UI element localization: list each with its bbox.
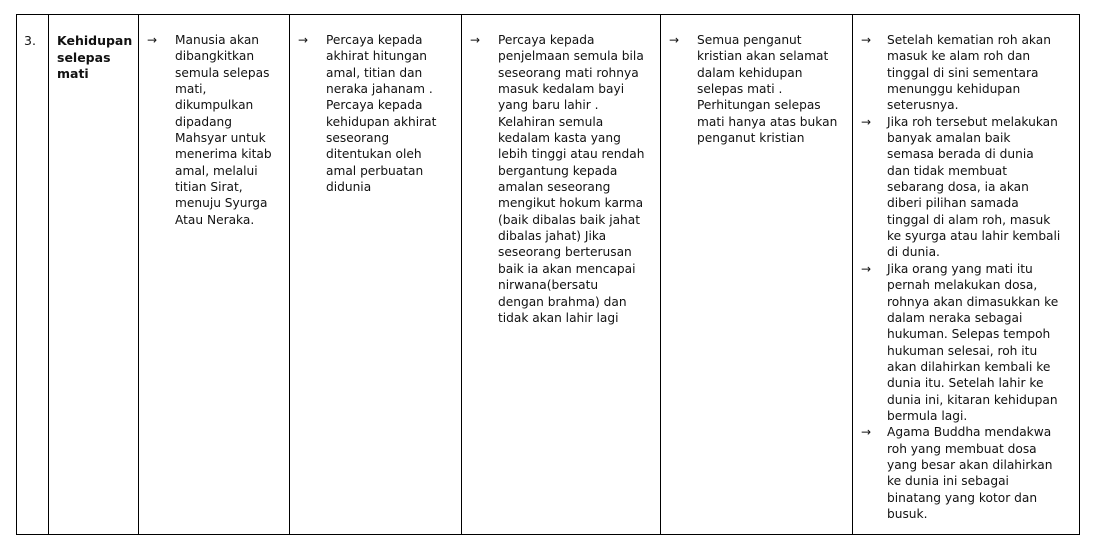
column-cell-1 [139, 15, 290, 535]
item-text: Semua penganut kristian akan selamat dalam kehidupan selepas mati . Perhitungan selepas mati hanya atas bukan penganut kristian [697, 33, 838, 146]
list-item [861, 424, 1075, 522]
arrow-icon: → [861, 261, 872, 276]
list-item [298, 32, 457, 195]
item-text: Manusia akan dibangkitkan semula selepas mati, dikumpulkan dipadang Mahsyar untuk menerima kitab amal, melalui titian Sirat, menuju Syurga Atau Neraka. [175, 33, 272, 227]
column-cell-3 [462, 15, 661, 535]
list-item [861, 32, 1075, 114]
list-item [669, 32, 848, 146]
arrow-icon: → [470, 33, 481, 47]
arrow-icon: → [861, 425, 872, 440]
column-cell-2 [290, 15, 462, 535]
list-item [861, 261, 1075, 424]
item-text: Agama Buddha mendakwa roh yang membuat dosa yang besar akan dilahirkan ke dunia ini sebagai binatang yang kotor dan busuk. [887, 425, 1053, 521]
arrow-icon: → [861, 33, 872, 47]
column-cell-5 [853, 15, 1080, 535]
arrow-icon: → [861, 114, 872, 129]
column-cell-4 [661, 15, 853, 535]
list-item [470, 32, 656, 326]
item-text: Percaya kepada akhirat hitungan amal, titian dan neraka jahanam . Percaya kepada kehidupan akhirat seseorang ditentukan oleh amal perbuatan didunia [326, 33, 437, 195]
item-text: Setelah kematian roh akan masuk ke alam roh dan tinggal di sini sementara menunggu kehidupan seterusnya. [887, 33, 1051, 113]
list-item [861, 114, 1075, 261]
topic-cell: Kehidupan selepas mati [49, 15, 139, 535]
item-text: Percaya kepada penjelmaan semula bila seseorang mati rohnya masuk kedalam bayi yang baru lahir . Kelahiran semula kedalam kasta yang lebih tinggi atau rendah bergantung kepada amalan seseorang mengikut hokum karma (baik dibalas baik jahat dibalas jahat) Jika seseorang berterusan baik ia akan mencapai nirwana(bersatu dengan brahma) dan tidak akan lahir lagi [498, 33, 645, 325]
arrow-icon: → [147, 33, 158, 47]
item-text: Jika roh tersebut melakukan banyak amalan baik semasa berada di dunia dan tidak membuat sebarang dosa, ia akan diberi pilihan samada tinggal di alam roh, masuk ke syurga atau lahir kembali di dunia. [887, 114, 1061, 260]
comparison-table [16, 14, 1080, 535]
arrow-icon: → [669, 33, 680, 47]
table-row [17, 15, 1080, 535]
item-text: Jika orang yang mati itu pernah melakukan dosa, rohnya akan dimasukkan ke dalam neraka sebagai hukuman. Selepas tempoh hukuman selesai, roh itu akan dilahirkan kembali ke dunia itu. Setelah lahir ke dunia ini, kitaran kehidupan bermula lagi. [887, 261, 1059, 423]
arrow-icon: → [298, 33, 309, 47]
list-item [147, 32, 285, 228]
row-number: 3. [17, 15, 49, 535]
